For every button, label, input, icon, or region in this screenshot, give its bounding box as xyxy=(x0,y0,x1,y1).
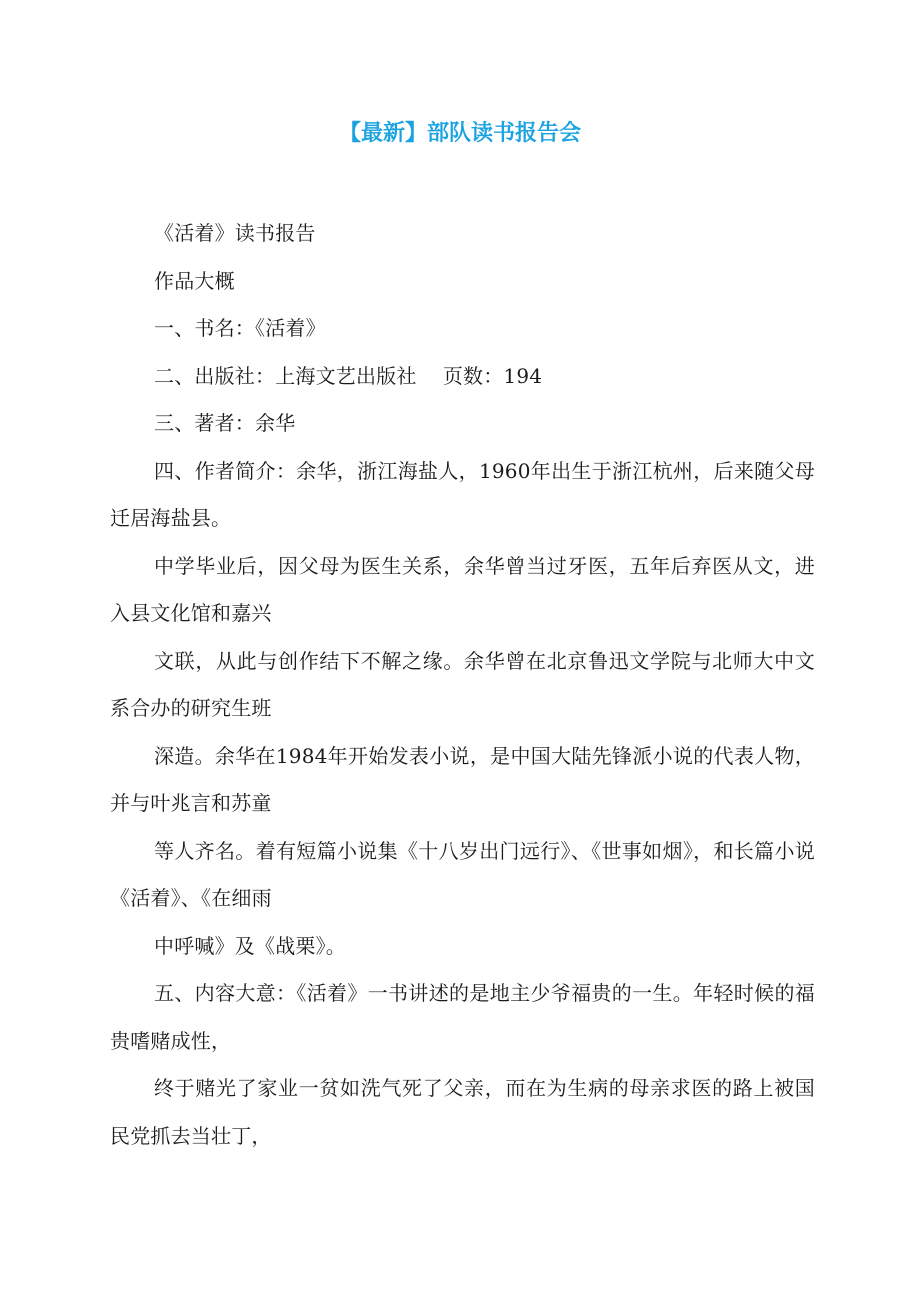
document-body xyxy=(110,210,815,1160)
paragraph-bio-3: 文联，从此与创作结下不解之缘。余华曾在北京鲁迅文学院与北师大中文系合办的研究生班 xyxy=(110,648,815,720)
paragraph-summary-2: 终于赌光了家业一贫如洗气死了父亲，而在为生病的母亲求医的路上被国民党抓去当壮丁， xyxy=(110,1076,815,1148)
paragraph-report-title: 《活着》读书报告 xyxy=(154,221,316,245)
paragraph-bio-5: 等人齐名。着有短篇小说集《十八岁出门远行》、《世事如烟》，和长篇小说《活着》、《在细雨 xyxy=(110,838,815,910)
paragraph-book-name: 一、书名：《活着》 xyxy=(154,316,326,340)
paragraph-bio-4: 深造。余华在1984年开始发表小说，是中国大陆先锋派小说的代表人物，并与叶兆言和苏童 xyxy=(110,743,815,815)
paragraph-author: 三、著者：余华 xyxy=(154,411,296,435)
paragraph-author-bio: 四、作者简介：余华，浙江海盐人，1960年出生于浙江杭州，后来随父母迁居海盐县。 xyxy=(110,458,815,530)
document-title: 【最新】部队读书报告会 xyxy=(338,121,581,146)
paragraph-summary: 五、内容大意：《活着》一书讲述的是地主少爷福贵的一生。年轻时候的福贵嗜赌成性， xyxy=(110,981,815,1053)
paragraph-bio-6: 中呼喊》及《战栗》。 xyxy=(154,933,346,958)
paragraph-bio-2: 中学毕业后，因父母为医生关系，余华曾当过牙医，五年后弃医从文，进入县文化馆和嘉兴 xyxy=(110,553,815,625)
paragraph-work-overview: 作品大概 xyxy=(154,268,235,293)
paragraph-publisher: 二、出版社：上海文艺出版社 页数：194 xyxy=(154,363,543,388)
